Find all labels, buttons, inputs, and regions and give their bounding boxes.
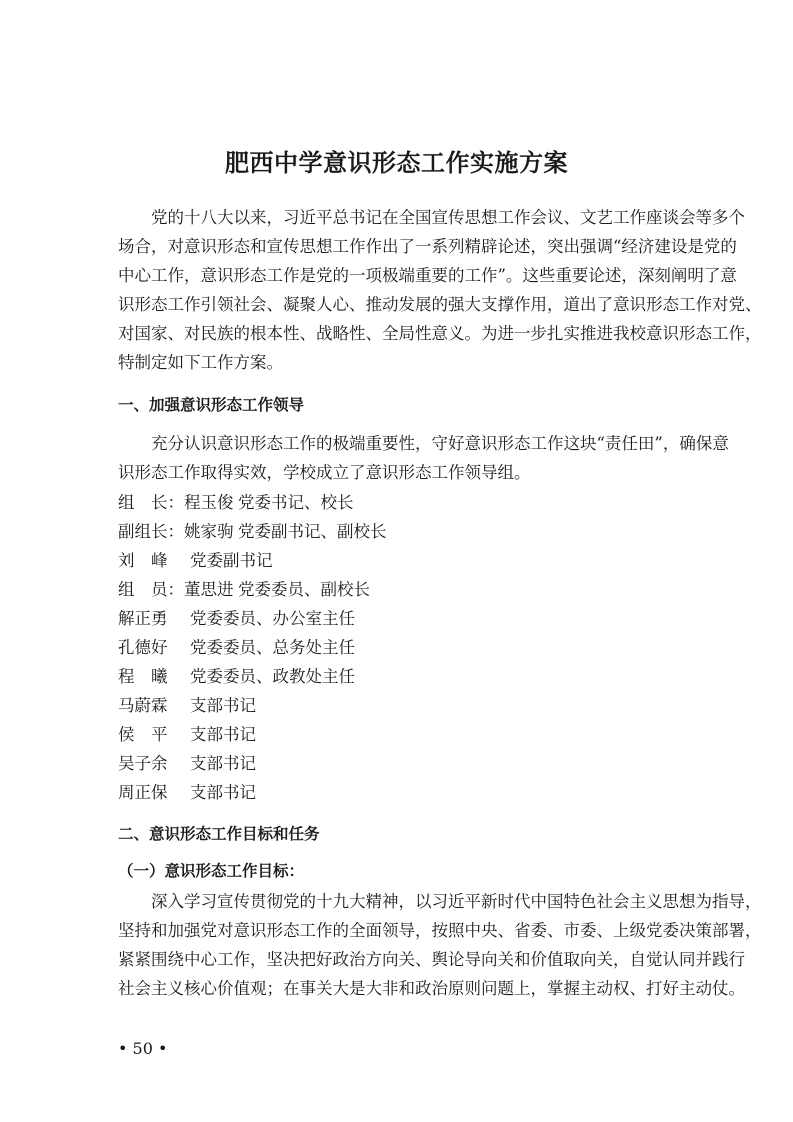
member-role: 党委副书记、副校长 bbox=[238, 522, 387, 541]
member-role: 党委副书记 bbox=[190, 551, 273, 570]
member-row bbox=[118, 579, 370, 601]
section2-para-line: 社会主义核心价值观；在事关大是大非和政治原则问题上，掌握主动权、打好主动仗。 bbox=[118, 979, 745, 998]
intro-line: 中心工作，意识形态工作是党的一项极端重要的工作”。这些重要论述，深刻阐明了意 bbox=[118, 266, 737, 285]
member-name: 吴子余 bbox=[118, 754, 168, 773]
member-role: 党委书记、校长 bbox=[238, 493, 354, 512]
section2-para-line: 紧紧围绕中心工作，坚决把好政治方向关、舆论导向关和价值取向关，自觉认同并践行 bbox=[118, 950, 745, 969]
intro-line: 对国家、对民族的根本性、战略性、全局性意义。为进一步扎实推进我校意识形态工作， bbox=[118, 324, 762, 343]
intro-line: 党的十八大以来，习近平总书记在全国宣传思想工作会议、文艺工作座谈会等多个 bbox=[151, 208, 745, 227]
member-name: 组 员：董思进 bbox=[118, 580, 234, 599]
member-name: 程 曦 bbox=[118, 667, 168, 686]
member-role: 党委委员、副校长 bbox=[238, 580, 370, 599]
page-number: • 50 • bbox=[118, 1039, 168, 1058]
member-role: 党委委员、总务处主任 bbox=[190, 638, 355, 657]
section2-para-line: 坚持和加强党对意识形态工作的全面领导，按照中央、省委、市委、上级党委决策部署， bbox=[118, 921, 762, 940]
member-name: 刘 峰 bbox=[118, 551, 168, 570]
member-row bbox=[118, 492, 354, 514]
section1-para-line: 识形态工作取得实效，学校成立了意识形态工作领导组。 bbox=[118, 463, 531, 482]
member-name: 解正勇 bbox=[118, 609, 168, 628]
member-role: 党委委员、办公室主任 bbox=[190, 609, 355, 628]
member-name: 马蔚霖 bbox=[118, 696, 168, 715]
member-role: 支部书记 bbox=[190, 696, 256, 715]
member-row bbox=[118, 695, 256, 717]
member-row bbox=[118, 724, 256, 746]
intro-line: 场合，对意识形态和宣传思想工作作出了一系列精辟论述，突出强调“经济建设是党的 bbox=[118, 237, 737, 256]
section1-para-line: 充分认识意识形态工作的极端重要性，守好意识形态工作这块“责任田”，确保意 bbox=[151, 434, 729, 453]
member-row bbox=[118, 521, 387, 543]
member-row bbox=[118, 782, 256, 804]
member-row bbox=[118, 550, 273, 572]
member-role: 支部书记 bbox=[190, 754, 256, 773]
member-role: 支部书记 bbox=[190, 725, 256, 744]
member-row bbox=[118, 753, 256, 775]
member-role: 支部书记 bbox=[190, 783, 256, 802]
intro-line: 特制定如下工作方案。 bbox=[118, 353, 283, 372]
member-name: 组 长：程玉俊 bbox=[118, 493, 234, 512]
section-heading: 二、意识形态工作目标和任务 bbox=[118, 825, 320, 843]
member-name: 周正保 bbox=[118, 783, 168, 802]
section-subheading: （一）意识形态工作目标： bbox=[118, 862, 305, 880]
member-name: 孔德好 bbox=[118, 638, 168, 657]
member-row bbox=[118, 666, 355, 688]
member-role: 党委委员、政教处主任 bbox=[190, 667, 355, 686]
section-heading: 一、加强意识形态工作领导 bbox=[118, 396, 305, 414]
document-title: 肥西中学意识形态工作实施方案 bbox=[225, 149, 568, 177]
member-row bbox=[118, 608, 355, 630]
section2-para-line: 深入学习宣传贯彻党的十九大精神，以习近平新时代中国特色社会主义思想为指导， bbox=[151, 892, 762, 911]
intro-line: 识形态工作引领社会、凝聚人心、推动发展的强大支撑作用，道出了意识形态工作对党、 bbox=[118, 295, 762, 314]
member-name: 副组长：姚家驹 bbox=[118, 522, 234, 541]
member-name: 侯 平 bbox=[118, 725, 168, 744]
member-row bbox=[118, 637, 355, 659]
